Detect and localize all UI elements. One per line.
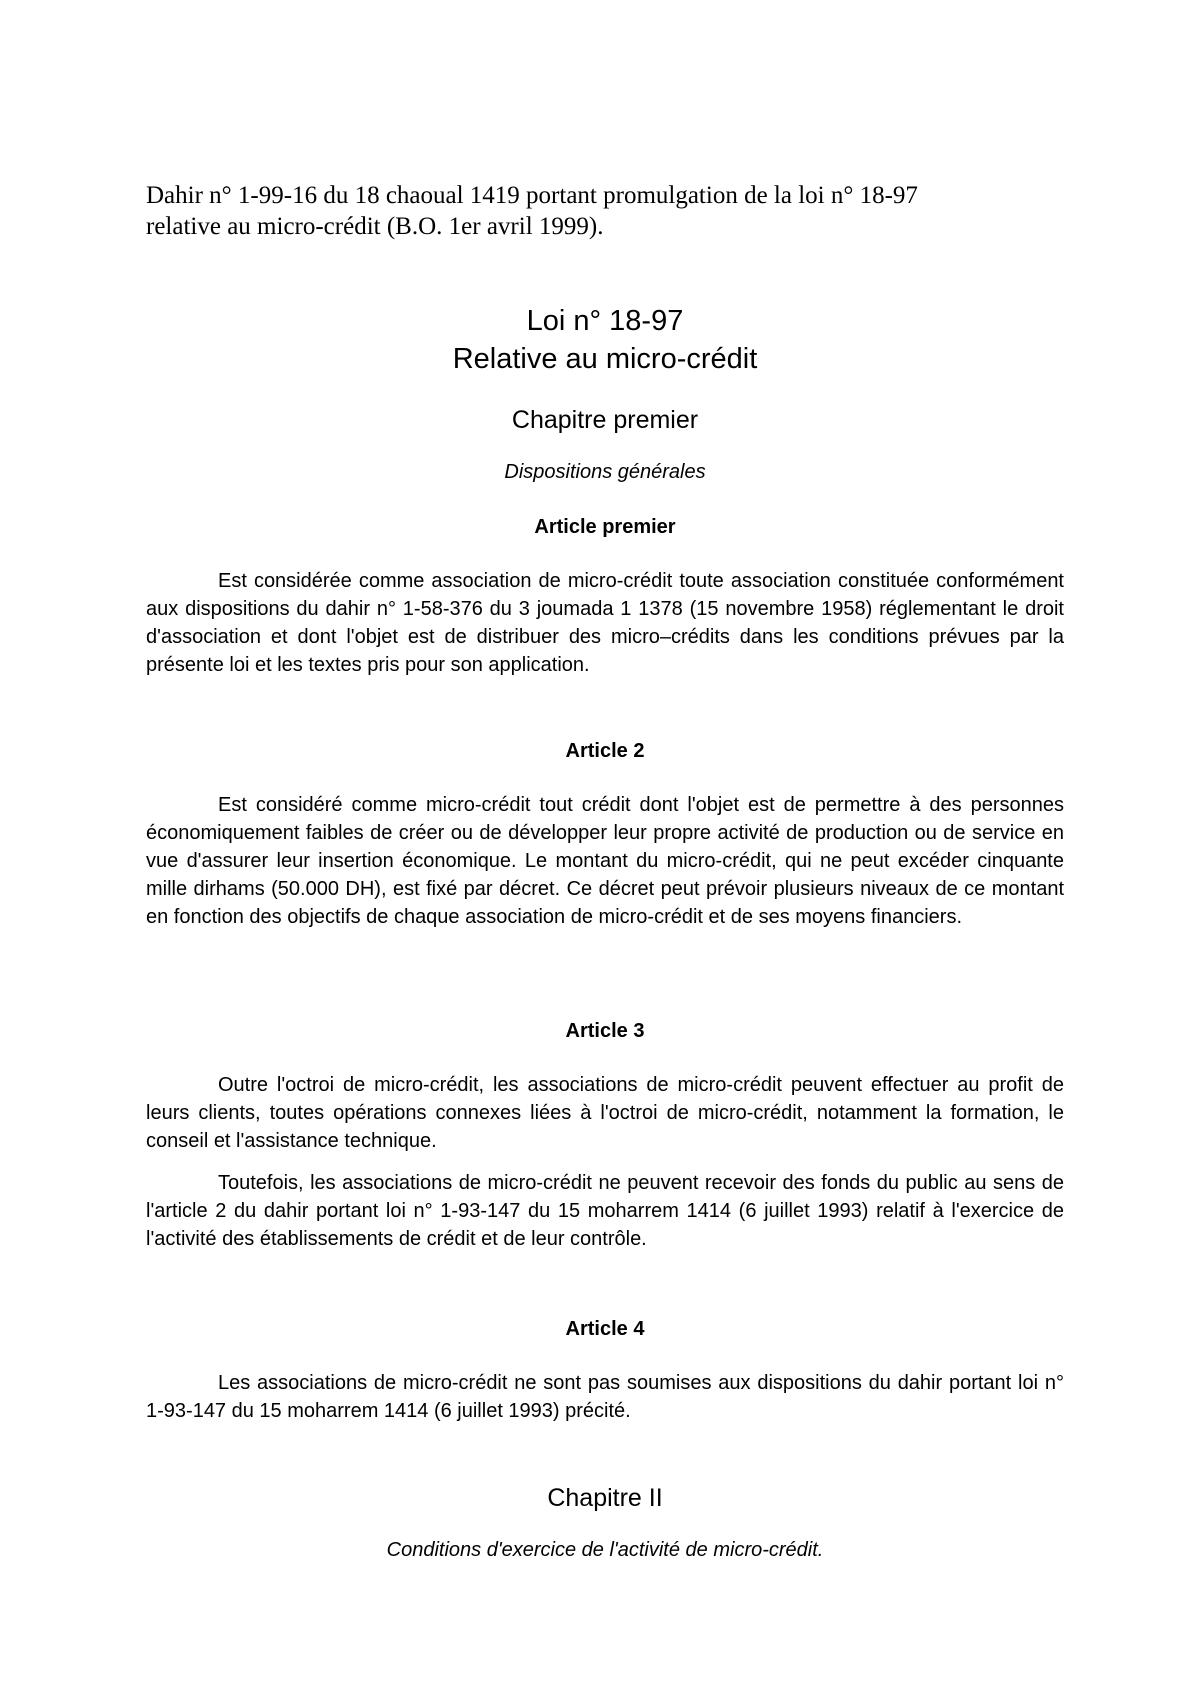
article-1-title: Article premier [534,516,676,538]
chapter-1-title: Chapitre premier [511,406,699,434]
chapter-2-subtitle: Conditions d'exercice de l'activité de micro-crédit. [386,1539,824,1561]
dahir-intro-line-2: relative au micro-crédit (B.O. 1er avril 1999). [146,213,604,240]
dahir-intro [146,180,1046,242]
law-title [146,302,1064,378]
article-1-paragraph: Est considérée comme association de micro-crédit toute association constituée conformément aux dispositions du dahir n° 1-58-376 du 3 joumada 1 1378 (15 novembre 1958) réglementant le droit d'association et dont l'objet est de distribuer des micro–crédits dans les conditions prévues par la présente loi et les textes pris pour son application. [146,570,1064,676]
article-3-paragraph-2: Toutefois, les associations de micro-crédit ne peuvent recevoir des fonds du public au sens de l'article 2 du dahir portant loi n° 1-93-147 du 15 moharrem 1414 (6 juillet 1993) relatif à l'exercice de l'activité des établissements de crédit et de leur contrôle. [146,1172,1064,1250]
article-3-paragraph-1: Outre l'octroi de micro-crédit, les associations de micro-crédit peuvent effectuer au profit de leurs clients, toutes opérations connexes liées à l'octroi de micro-crédit, notamment la formation, le conseil et l'assistance technique. [146,1074,1064,1152]
law-number: Loi n° 18-97 [526,305,684,337]
chapter-2-title: Chapitre II [547,1484,663,1512]
dahir-intro-line-1: Dahir n° 1-99-16 du 18 chaoual 1419 portant promulgation de la loi n° 18-97 [146,182,918,209]
article-2-paragraph: Est considéré comme micro-crédit tout crédit dont l'objet est de permettre à des personnes économiquement faibles de créer ou de développer leur propre activité de production ou de service en vue d'assurer leur insertion économique. Le montant du micro-crédit, qui ne peut excéder cinquante mille dirhams (50.000 DH), est fixé par décret. Ce décret peut prévoir plusieurs niveaux de ce montant en fonction des objectifs de chaque association de micro-crédit et de ses moyens financiers. [146,794,1064,928]
article-3-title: Article 3 [565,1020,645,1042]
article-4-title: Article 4 [565,1318,645,1340]
article-2-title: Article 2 [565,740,645,762]
article-4-paragraph: Les associations de micro-crédit ne sont pas soumises aux dispositions du dahir portant loi n° 1-93-147 du 15 moharrem 1414 (6 juillet 1993) précité. [146,1372,1064,1422]
chapter-1-subtitle: Dispositions générales [504,461,706,483]
law-subject: Relative au micro-crédit [452,343,758,375]
